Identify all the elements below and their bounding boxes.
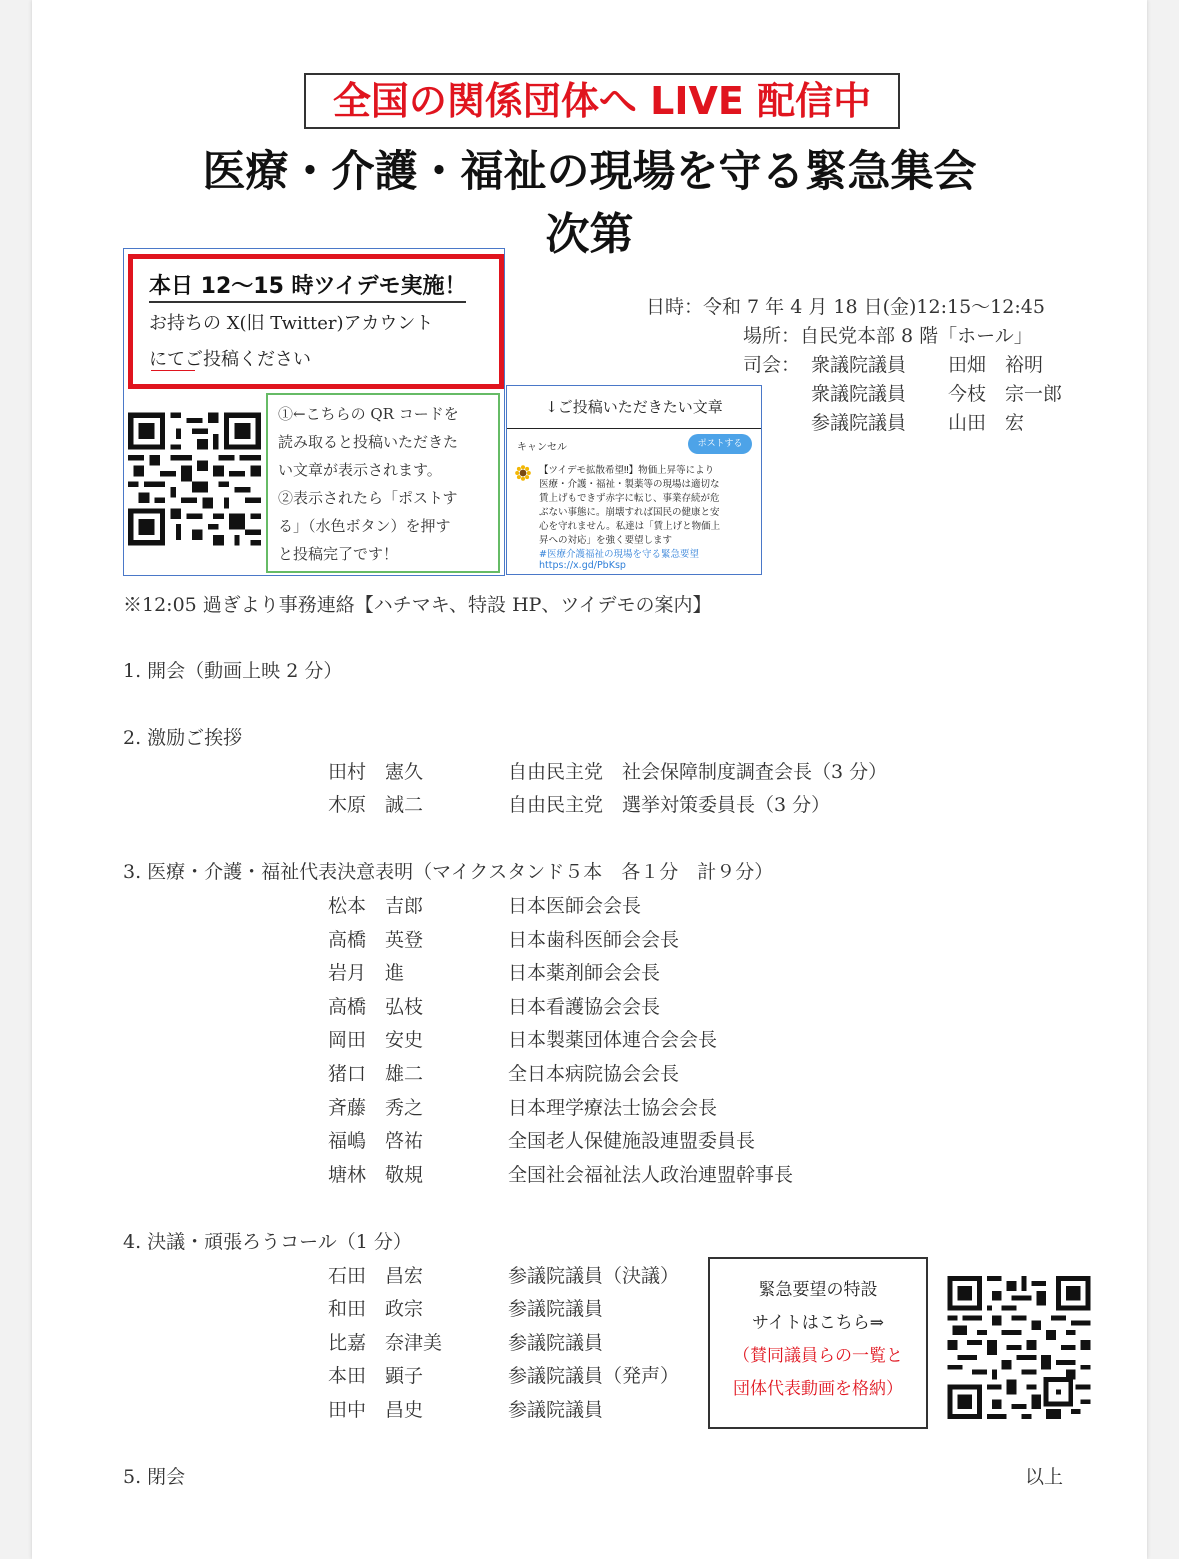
speaker-role: 参議院議員: [508, 1399, 604, 1421]
mc-role: 衆議院議員: [811, 354, 907, 376]
speaker-role: 参議院議員（発声）: [508, 1365, 680, 1387]
speaker-name: 猪口 雄二: [328, 1063, 424, 1085]
speaker-role: 全国老人保健施設連盟委員長: [508, 1130, 756, 1152]
agenda-item-resolution: 4. 決議・頑張ろうコール（1 分）: [123, 1231, 412, 1253]
document-title: 医療・介護・福祉の現場を守る緊急集会: [202, 147, 977, 197]
notice-line-1: お持ちの X(旧 Twitter)アカウント: [149, 313, 434, 334]
event-datetime: 日時：令和 7 年 4 月 18 日(金)12:15～12:45: [646, 296, 1045, 318]
agenda-item-representatives: 3. 医療・介護・福祉代表決意表明（マイクスタンド５本 各１分 計９分）: [123, 861, 774, 883]
speaker-name: 塘林 敬規: [328, 1164, 424, 1186]
post-button[interactable]: ポストする: [688, 434, 752, 454]
mc-name: 今枝 宗一郎: [948, 383, 1063, 405]
speaker-name: 松本 吉郎: [328, 895, 424, 917]
speaker-name: 石田 昌宏: [328, 1265, 424, 1287]
instruction-line: ①←こちらの QR コードを: [278, 405, 459, 423]
speaker-role: 参議院議員: [508, 1332, 604, 1354]
speaker-role: 参議院議員（決議）: [508, 1265, 680, 1287]
speaker-name: 本田 顕子: [328, 1365, 424, 1387]
speaker-role: 日本製薬団体連合会会長: [508, 1029, 718, 1051]
tweet-text-line: 医療・介護・福祉・製薬等の現場は適切な: [539, 479, 720, 490]
cancel-link[interactable]: キャンセル: [517, 442, 567, 453]
tweet-text-line: 【ツイデモ拡散希望‼】物価上昇等により: [539, 465, 715, 476]
tweet-url[interactable]: https://x.gd/PbKsp: [539, 560, 626, 571]
speaker-role: 自由民主党 選挙対策委員長（3 分）: [508, 794, 831, 816]
speaker-role: 全日本病院協会会長: [508, 1063, 680, 1085]
speaker-role: 日本看護協会会長: [508, 996, 661, 1018]
speaker-name: 田村 憲久: [328, 761, 424, 783]
speaker-role: 参議院議員: [508, 1298, 604, 1320]
mc-name: 山田 宏: [948, 412, 1025, 434]
event-place: 場所：自民党本部 8 階「ホール」: [743, 325, 1033, 347]
special-site-note: 団体代表動画を格納）: [733, 1379, 903, 1399]
agenda-item-closing: 5. 閉会: [123, 1466, 186, 1488]
agenda-item-greetings: 2. 激励ご挨拶: [123, 727, 243, 749]
instruction-line: ②表示されたら「ポストす: [278, 489, 458, 507]
tweet-text-line: 賃上げもできず赤字に転じ、事業存続が危: [539, 493, 720, 504]
twitter-demo-notice: [128, 254, 504, 389]
special-site-line: 緊急要望の特設: [758, 1280, 878, 1300]
speaker-role: 自由民主党 社会保障制度調査会長（3 分）: [508, 761, 888, 783]
mc-label: 司会：: [743, 354, 801, 376]
instruction-line: と投稿完了です！: [278, 545, 399, 563]
speaker-name: 田中 昌史: [328, 1399, 424, 1421]
tweet-text-line: 昇への対応」を強く要望します: [539, 535, 673, 546]
document-subtitle: 次第: [545, 209, 634, 260]
speaker-name: 福嶋 啓祐: [328, 1130, 424, 1152]
speaker-name: 木原 誠二: [328, 794, 424, 816]
admin-note: ※12:05 過ぎより事務連絡【ハチマキ、特設 HP、ツイデモの案内】: [123, 594, 712, 616]
speaker-role: 日本医師会会長: [508, 895, 642, 917]
mc-role: 衆議院議員: [811, 383, 907, 405]
speaker-name: 斉藤 秀之: [328, 1097, 424, 1119]
instruction-line: る」（水色ボタン）を押す: [278, 517, 451, 535]
special-site-note: （賛同議員らの一覧と: [733, 1346, 903, 1366]
qr-instructions: [266, 393, 500, 573]
instruction-line: 読み取ると投稿いただきた: [278, 433, 459, 451]
speaker-name: 和田 政宗: [328, 1298, 424, 1320]
speaker-role: 日本歯科医師会会長: [508, 929, 680, 951]
speaker-role: 日本理学療法士協会会長: [508, 1097, 718, 1119]
qr-code-tweet[interactable]: [128, 411, 261, 547]
special-site-box: [708, 1257, 928, 1429]
tweet-text-line: ぶない事態に。崩壊すれば国民の健康と安: [539, 507, 720, 518]
speaker-role: 日本薬剤師会会長: [508, 962, 661, 984]
notice-line-2: にてご投稿ください: [149, 349, 311, 370]
tweet-hashtag[interactable]: #医療介護福祉の現場を守る緊急要望: [539, 549, 699, 560]
tweet-preview: [506, 385, 762, 575]
instruction-line: い文章が表示されます。: [278, 461, 442, 479]
speaker-name: 高橋 英登: [328, 929, 424, 951]
speaker-name: 高橋 弘枝: [328, 996, 424, 1018]
mc-name: 田畑 裕明: [948, 354, 1044, 376]
tweet-text-line: 心を守れません。私達は「賃上げと物価上: [539, 521, 721, 532]
speaker-name: 岩月 進: [328, 962, 405, 984]
mc-role: 参議院議員: [811, 412, 907, 434]
speaker-name: 岡田 安史: [328, 1029, 424, 1051]
agenda-item-opening: 1. 開会（動画上映 2 分）: [123, 660, 343, 682]
sunflower-icon: [515, 465, 531, 481]
speaker-role: 全国社会福祉法人政治連盟幹事長: [508, 1164, 794, 1186]
end-mark: 以上: [1025, 1466, 1064, 1488]
qr-code-special-site[interactable]: [946, 1276, 1092, 1419]
notice-heading: 本日 12～15 時ツイデモ実施！: [149, 269, 466, 303]
speaker-name: 比嘉 奈津美: [328, 1332, 443, 1354]
special-site-line: サイトはこちら⇒: [751, 1313, 885, 1333]
tweet-preview-heading: ↓ご投稿いただきたい文章: [507, 386, 761, 429]
live-banner: 全国の関係団体へ LIVE 配信中: [304, 73, 900, 129]
spell-underline: [151, 370, 195, 371]
